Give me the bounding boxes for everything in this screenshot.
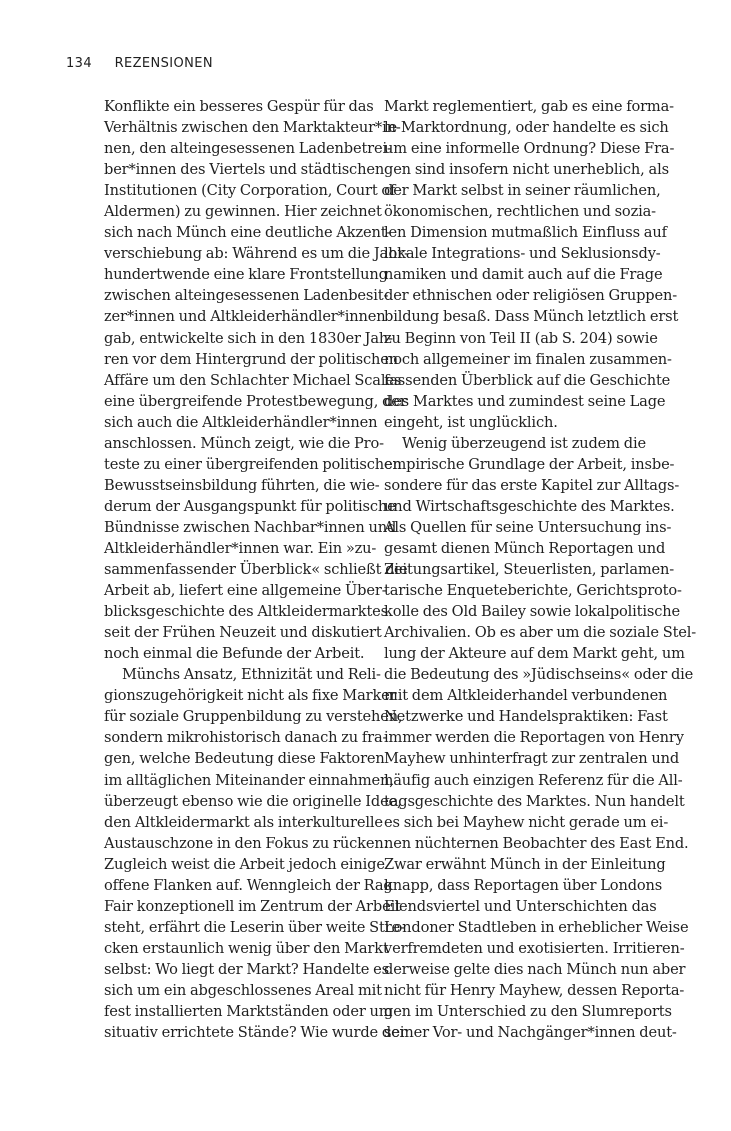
text-line: sondern mikrohistorisch danach zu fra- xyxy=(104,729,388,747)
text-line: gesamt dienen Münch Reportagen und xyxy=(384,539,666,557)
text-line: tarische Enqueteberichte, Gerichtsproto- xyxy=(384,582,682,600)
left-text-column xyxy=(104,96,409,1043)
text-line: len Dimension mutmaßlich Einfluss auf xyxy=(384,224,667,242)
text-line: nen nüchternen Beobachter des East End. xyxy=(384,834,689,852)
text-line: ren vor dem Hintergrund der politischen xyxy=(104,350,398,368)
text-line: selbst: Wo liegt der Markt? Handelte es xyxy=(104,960,389,978)
text-line: sich um ein abgeschlossenes Areal mit xyxy=(104,981,382,999)
text-line: Archivalien. Ob es aber um die soziale Stel- xyxy=(384,624,697,642)
text-line: mit dem Altkleiderhandel verbundenen xyxy=(384,687,668,705)
text-line: es sich bei Mayhew nicht gerade um ei- xyxy=(384,813,669,831)
text-line: Bewusstseinsbildung führten, die wie- xyxy=(104,476,380,494)
text-line: Institutionen (City Corporation, Court of xyxy=(104,182,396,200)
text-line: häufig auch einzigen Referenz für die All- xyxy=(384,771,683,789)
text-line: gen, welche Bedeutung diese Faktoren xyxy=(104,750,385,768)
text-line: zwischen alteingesessenen Ladenbesit- xyxy=(104,287,389,305)
text-line: der ethnischen oder religiösen Gruppen- xyxy=(384,287,678,305)
text-line: Netzwerke und Handelspraktiken: Fast xyxy=(384,708,668,726)
text-line: und Wirtschaftsgeschichte des Marktes. xyxy=(384,497,675,515)
text-line: empirische Grundlage der Arbeit, insbe- xyxy=(384,455,675,473)
text-line: Zugleich weist die Arbeit jedoch einige xyxy=(104,855,385,873)
text-line: lokale Integrations- und Seklusionsdy- xyxy=(384,245,661,263)
text-line: anschlossen. Münch zeigt, wie die Pro- xyxy=(104,434,384,452)
text-line: Fair konzeptionell im Zentrum der Arbeit xyxy=(104,897,401,915)
text-line: sich nach Münch eine deutliche Akzent- xyxy=(104,224,392,242)
text-line: die Bedeutung des »Jüdischseins« oder die xyxy=(384,666,694,684)
text-line: Aldermen) zu gewinnen. Hier zeichnet xyxy=(104,203,382,221)
text-line: situativ errichtete Stände? Wie wurde der xyxy=(104,1024,407,1042)
text-line: seiner Vor- und Nachgänger*innen deut- xyxy=(384,1024,677,1042)
text-line: Altkleiderhändler*innen war. Ein »zu- xyxy=(104,539,377,557)
text-line: teste zu einer übergreifenden politischen xyxy=(104,455,402,473)
text-line: Zeitungsartikel, Steuerlisten, parlamen- xyxy=(384,561,675,579)
text-line: Münchs Ansatz, Ethnizität und Reli- xyxy=(122,666,381,684)
text-line: der Markt selbst in seiner räumlichen, xyxy=(384,182,661,200)
text-line: Als Quellen für seine Untersuchung ins- xyxy=(384,518,672,536)
text-line: Mayhew unhinterfragt zur zentralen und xyxy=(384,750,680,768)
text-line: gen sind insofern nicht unerheblich, als xyxy=(384,161,669,179)
text-line: Konflikte ein besseres Gespür für das xyxy=(104,98,374,115)
text-line: offene Flanken auf. Wenngleich der Rag xyxy=(104,876,393,894)
text-line: sich auch die Altkleiderhändler*innen xyxy=(104,413,378,431)
text-line: verfremdeten und exotisierten. Irritieren- xyxy=(384,939,685,957)
text-line: derum der Ausgangspunkt für politische xyxy=(104,497,396,515)
text-line: den Altkleidermarkt als interkulturelle xyxy=(104,813,383,831)
text-line: zu Beginn von Teil II (ab S. 204) sowie xyxy=(384,329,658,347)
text-line: eine übergreifende Protestbewegung, der xyxy=(104,392,407,410)
text-line: sammenfassender Überblick« schließt die xyxy=(104,561,408,579)
text-line: sondere für das erste Kapitel zur Alltags- xyxy=(384,476,680,494)
text-line: zer*innen und Altkleiderhändler*innen xyxy=(104,308,386,326)
text-line: Markt reglementiert, gab es eine forma- xyxy=(384,98,674,115)
text-line: knapp, dass Reportagen über Londons xyxy=(384,876,663,894)
text-line: fassenden Überblick auf die Geschichte xyxy=(384,371,671,389)
text-line: ökonomischen, rechtlichen und sozia- xyxy=(384,203,656,221)
text-line: tagsgeschichte des Marktes. Nun handelt xyxy=(384,792,685,810)
text-line: Londoner Stadtleben in erheblicher Weise xyxy=(384,918,689,936)
running-head xyxy=(66,56,213,71)
right-text-column xyxy=(384,96,697,1043)
text-line: nen, den alteingesessenen Ladenbetrei- xyxy=(104,140,392,158)
text-line: gab, entwickelte sich in den 1830er Jah- xyxy=(104,329,393,347)
text-line: nicht für Henry Mayhew, dessen Reporta- xyxy=(384,981,685,999)
text-line: überzeugt ebenso wie die originelle Idee, xyxy=(104,792,402,810)
text-line: seit der Frühen Neuzeit und diskutiert xyxy=(104,624,382,642)
text-line: des Marktes und zumindest seine Lage xyxy=(384,392,666,410)
text-line: blicksgeschichte des Altkleidermarktes xyxy=(104,603,388,621)
text-line: Austauschzone in den Fokus zu rücken. xyxy=(104,834,389,852)
text-line: Wenig überzeugend ist zudem die xyxy=(402,434,646,452)
text-line: derweise gelte dies nach Münch nun aber xyxy=(384,960,686,978)
text-line: cken erstaunlich wenig über den Markt xyxy=(104,939,389,957)
section-title: REZENSIONEN xyxy=(114,56,214,71)
text-line: Zwar erwähnt Münch in der Einleitung xyxy=(384,855,666,873)
text-line: um eine informelle Ordnung? Diese Fra- xyxy=(384,140,675,158)
text-line: bildung besaß. Dass Münch letztlich erst xyxy=(384,308,679,326)
text-line: namiken und damit auch auf die Frage xyxy=(384,266,663,284)
text-line: für soziale Gruppenbildung zu verstehen, xyxy=(104,708,403,726)
text-line: fest installierten Marktständen oder um xyxy=(104,1003,393,1021)
text-line: gionszugehörigkeit nicht als fixe Marker xyxy=(104,687,397,705)
text-line: hundertwende eine klare Frontstellung xyxy=(104,266,388,284)
text-line: immer werden die Reportagen von Henry xyxy=(384,729,684,747)
page-number: 134 xyxy=(66,56,93,71)
text-line: Arbeit ab, liefert eine allgemeine Über- xyxy=(104,582,387,600)
text-line: Elendsviertel und Unterschichten das xyxy=(384,897,657,915)
text-line: lung der Akteure auf dem Markt geht, um xyxy=(384,645,685,663)
text-line: gen im Unterschied zu den Slumreports xyxy=(384,1003,672,1021)
text-line: verschiebung ab: Während es um die Jahr- xyxy=(104,245,409,263)
text-line: steht, erfährt die Leserin über weite Stre- xyxy=(104,918,405,936)
text-line: le Marktordnung, oder handelte es sich xyxy=(384,119,669,137)
text-line: eingeht, ist unglücklich. xyxy=(384,413,558,431)
text-line: noch einmal die Befunde der Arbeit. xyxy=(104,645,365,663)
text-line: Affäre um den Schlachter Michael Scales xyxy=(104,371,402,389)
text-line: Verhältnis zwischen den Marktakteur*in- xyxy=(104,119,401,137)
text-line: noch allgemeiner im finalen zusammen- xyxy=(384,350,672,368)
text-line: im alltäglichen Miteinander einnahmen, xyxy=(104,771,394,789)
text-line: ber*innen des Viertels und städtischen xyxy=(104,161,385,179)
text-line: Bündnisse zwischen Nachbar*innen und xyxy=(104,518,397,536)
text-line: kolle des Old Bailey sowie lokalpolitische xyxy=(384,603,681,621)
